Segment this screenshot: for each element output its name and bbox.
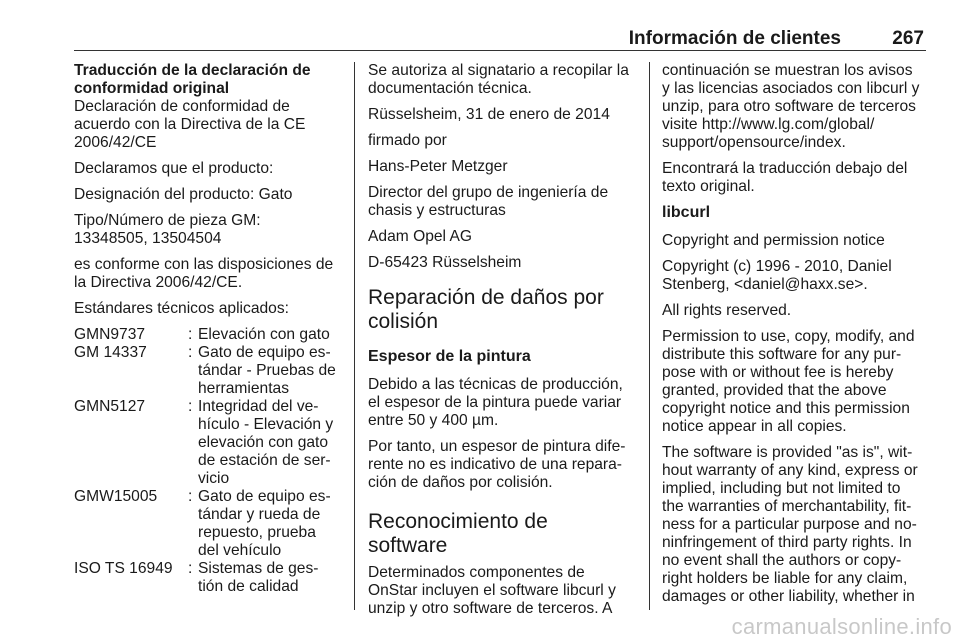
- text-line: tándar y rueda de: [198, 506, 321, 523]
- standard-separator: :: [188, 344, 193, 361]
- text-line: continuación se muestran los avisos: [662, 62, 913, 79]
- column-right: [662, 62, 932, 614]
- text-line: rente no es indicativo de una repara-: [368, 456, 622, 473]
- text-line: Integridad del ve-: [198, 398, 319, 415]
- standards-table: [74, 326, 346, 596]
- text-line: 13348505, 13504504: [74, 230, 222, 247]
- text-line: herramientas: [198, 380, 290, 397]
- paragraph: [662, 258, 932, 294]
- standard-separator: :: [188, 326, 193, 343]
- paragraph: [368, 438, 638, 492]
- text-line: tión de calidad: [198, 578, 299, 595]
- standard-description: [198, 488, 346, 560]
- standards-row: [74, 344, 346, 398]
- paragraph: Copyright and permission notice: [662, 232, 885, 249]
- text-line: Determinados componentes de: [368, 564, 585, 581]
- paragraph: [74, 98, 346, 152]
- standard-description: [198, 344, 346, 398]
- paragraph: Designación del producto: Gato: [74, 186, 293, 203]
- paragraph: [662, 160, 932, 196]
- heading-line: software: [368, 534, 448, 557]
- text-line: vicio: [198, 470, 230, 487]
- text-line: implied, including but not limited to: [662, 480, 901, 497]
- text-line: Encontrará la traducción debajo del: [662, 160, 908, 177]
- paragraph: Declaramos que el producto:: [74, 160, 274, 177]
- page-header: [74, 28, 926, 51]
- text-line: Director del grupo de ingeniería de: [368, 184, 609, 201]
- standards-row: [74, 398, 346, 488]
- text-line: elevación con gato: [198, 434, 329, 451]
- text-line: Elevación con gato: [198, 326, 330, 343]
- text-line: unzip, para otro software de terceros: [662, 98, 916, 115]
- subsection-heading: libcurl: [662, 204, 711, 221]
- text-line: Copyright (c) 1996 - 2010, Daniel: [662, 258, 892, 275]
- paragraph: All rights reserved.: [662, 302, 792, 319]
- text-line: distribute this software for any pur-: [662, 346, 902, 363]
- subheading-line: conformidad original: [74, 80, 230, 97]
- text-line: Se autoriza al signatario a recopilar la: [368, 62, 629, 79]
- standard-separator: :: [188, 488, 193, 505]
- text-line: support/opensource/index.: [662, 134, 846, 151]
- standard-description: [198, 326, 346, 344]
- text-line: el espesor de la pintura puede variar: [368, 394, 622, 411]
- paragraph: [368, 184, 638, 220]
- section-heading: [368, 286, 638, 334]
- text-line: Debido a las técnicas de producción,: [368, 376, 623, 393]
- text-line: hículo - Elevación y: [198, 416, 334, 433]
- text-line: copyright notice and this permission: [662, 400, 910, 417]
- text-line: acuerdo con la Directiva de la CE: [74, 116, 306, 133]
- paragraph: [74, 256, 346, 292]
- standard-code: GM 14337: [74, 344, 147, 361]
- section-heading: [368, 510, 638, 558]
- text-line: granted, provided that the above: [662, 382, 887, 399]
- text-line: texto original.: [662, 178, 755, 195]
- column-divider-2: [649, 62, 650, 610]
- standard-description: [198, 560, 346, 596]
- text-line: Permission to use, copy, modify, and: [662, 328, 915, 345]
- text-line: Stenberg, <daniel@haxx.se>.: [662, 276, 868, 293]
- text-line: entre 50 y 400 µm.: [368, 412, 499, 429]
- text-line: documentación técnica.: [368, 80, 532, 97]
- text-line: Tipo/Número de pieza GM:: [74, 212, 261, 229]
- page-number: 267: [892, 28, 924, 49]
- paragraph: [662, 444, 932, 606]
- text-line: damages or other liability, whether in: [662, 588, 915, 605]
- column-left: [74, 62, 346, 596]
- standard-code: GMN5127: [74, 398, 146, 415]
- heading-line: Reconocimiento de: [368, 510, 548, 533]
- standard-code: GMW15005: [74, 488, 158, 505]
- text-line: es conforme con las disposiciones de: [74, 256, 334, 273]
- text-line: no event shall the authors or copy-: [662, 552, 902, 569]
- text-line: Sistemas de ges-: [198, 560, 319, 577]
- text-line: 2006/42/CE: [74, 134, 157, 151]
- paragraph: [368, 564, 638, 618]
- standard-code: ISO TS 16949: [74, 560, 173, 577]
- paragraph: D-65423 Rüsselsheim: [368, 254, 522, 271]
- text-line: tándar - Pruebas de: [198, 362, 336, 379]
- column-middle: [368, 62, 638, 626]
- standards-row: [74, 326, 346, 344]
- paragraph: firmado por: [368, 132, 447, 149]
- column-divider-1: [354, 62, 355, 610]
- text-line: pose with or without fee is hereby: [662, 364, 894, 381]
- paragraph: [74, 212, 346, 248]
- text-line: ness for a particular purpose and no-: [662, 516, 917, 533]
- text-line: ninfringement of third party rights. In: [662, 534, 912, 551]
- text-line: y las licencias asociados con libcurl y: [662, 80, 920, 97]
- paragraph: Adam Opel AG: [368, 228, 473, 245]
- text-line: Declaración de conformidad de: [74, 98, 290, 115]
- text-line: chasis y estructuras: [368, 202, 506, 219]
- text-line: hout warranty of any kind, express or: [662, 462, 918, 479]
- text-line: right holders be liable for any claim,: [662, 570, 908, 587]
- text-line: del vehículo: [198, 542, 282, 559]
- paragraph: Estándares técnicos aplicados:: [74, 300, 289, 317]
- text-line: Por tanto, un espesor de pintura dife-: [368, 438, 626, 455]
- text-line: la Directiva 2006/42/CE.: [74, 274, 243, 291]
- paragraph: Rüsselsheim, 31 de enero de 2014: [368, 106, 610, 123]
- subheading-line: Traducción de la declaración de: [74, 62, 311, 79]
- standard-description: [198, 398, 346, 488]
- text-line: repuesto, prueba: [198, 524, 316, 541]
- text-line: ción de daños por colisión.: [368, 474, 553, 491]
- text-line: notice appear in all copies.: [662, 418, 847, 435]
- watermark: carmanualsonline.info: [731, 614, 952, 639]
- subsection-heading: Espesor de la pintura: [368, 348, 531, 365]
- text-line: The software is provided "as is", wit-: [662, 444, 913, 461]
- paragraph: [368, 62, 638, 98]
- paragraph: [368, 376, 638, 430]
- text-line: visite http://www.lg.com/global/: [662, 116, 875, 133]
- header-title: Información de clientes: [628, 28, 841, 49]
- standards-row: [74, 560, 346, 596]
- standards-row: [74, 488, 346, 560]
- text-line: unzip y otro software de terceros. A: [368, 600, 613, 617]
- text-line: OnStar incluyen el software libcurl y: [368, 582, 616, 599]
- heading-line: colisión: [368, 310, 439, 333]
- text-line: the warranties of merchantability, fit-: [662, 498, 912, 515]
- paragraph: Hans-Peter Metzger: [368, 158, 508, 175]
- paragraph: [662, 62, 932, 152]
- text-line: Gato de equipo es-: [198, 344, 331, 361]
- heading-line: Reparación de daños por: [368, 286, 604, 309]
- standard-separator: :: [188, 398, 193, 415]
- standard-separator: :: [188, 560, 193, 577]
- standard-code: GMN9737: [74, 326, 146, 343]
- paragraph: [662, 328, 932, 436]
- text-line: de estación de ser-: [198, 452, 331, 469]
- text-line: Gato de equipo es-: [198, 488, 331, 505]
